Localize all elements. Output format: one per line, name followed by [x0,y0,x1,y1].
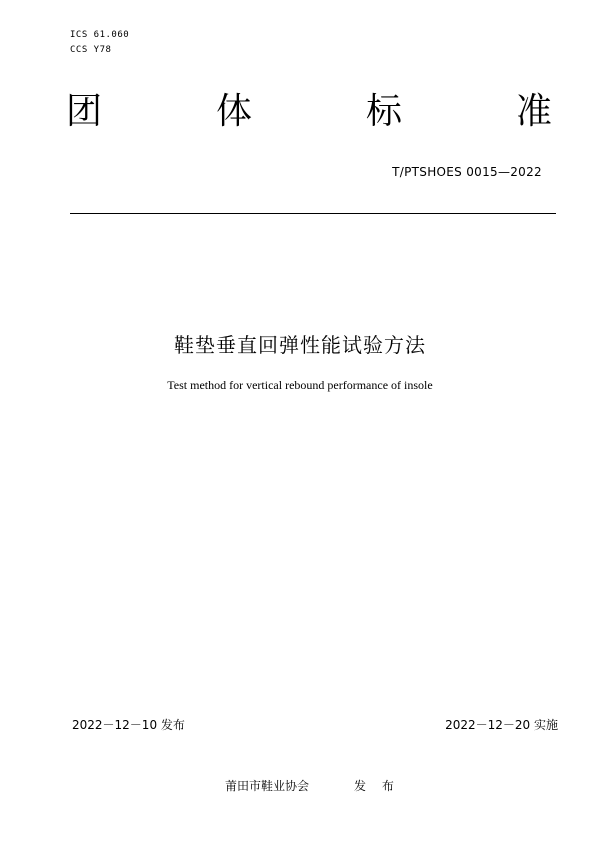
publisher-name: 莆田市鞋业协会 [225,779,310,793]
standard-type-char-3: 标 [366,91,403,132]
standard-type-char-1: 团 [66,91,103,132]
standard-type-char-4: 准 [516,91,553,132]
document-number: T/PTSHOES 0015—2022 [392,165,542,179]
standard-type-char-2: 体 [216,91,253,132]
implementation-date: 2022－12－20 实施 [445,718,558,732]
standard-type-heading [66,90,556,140]
ccs-code: CCS Y78 [70,45,112,55]
issue-date: 2022－12－10 发布 [72,718,185,732]
chinese-title: 鞋垫垂直回弹性能试验方法 [174,333,426,357]
header-divider [70,213,556,214]
publish-label: 发 布 [354,779,400,793]
ics-code: ICS 61.060 [70,30,130,40]
english-title: Test method for vertical rebound performance of insole [167,378,433,392]
